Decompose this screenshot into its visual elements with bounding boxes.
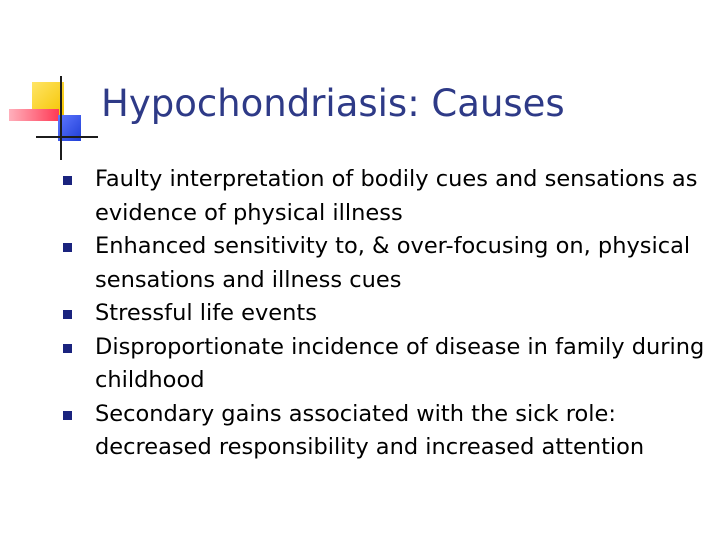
bullet-text: Secondary gains associated with the sick role: decreased responsibility and increased attention (95, 400, 645, 460)
bullet-item (62, 331, 712, 398)
square-bullet-icon (63, 176, 72, 185)
bullet-text: Stressful life events (95, 300, 317, 326)
slide-title: Hypochondriasis: Causes (101, 82, 565, 125)
square-bullet-icon (63, 344, 72, 353)
bullet-item (62, 297, 712, 331)
bullet-item (62, 163, 712, 230)
bullet-text: Disproportionate incidence of disease in family during childhood (95, 333, 705, 393)
bullet-item (62, 230, 712, 297)
slide-logo-icon (8, 76, 98, 166)
bullet-item (62, 398, 712, 465)
square-bullet-icon (63, 243, 72, 252)
square-bullet-icon (63, 411, 72, 420)
bullet-list (62, 163, 712, 465)
square-bullet-icon (63, 310, 72, 319)
bullet-text: Faulty interpretation of bodily cues and sensations as evidence of physical illness (95, 166, 698, 226)
bullet-text: Enhanced sensitivity to, & over-focusing on, physical sensations and illness cues (95, 233, 691, 293)
